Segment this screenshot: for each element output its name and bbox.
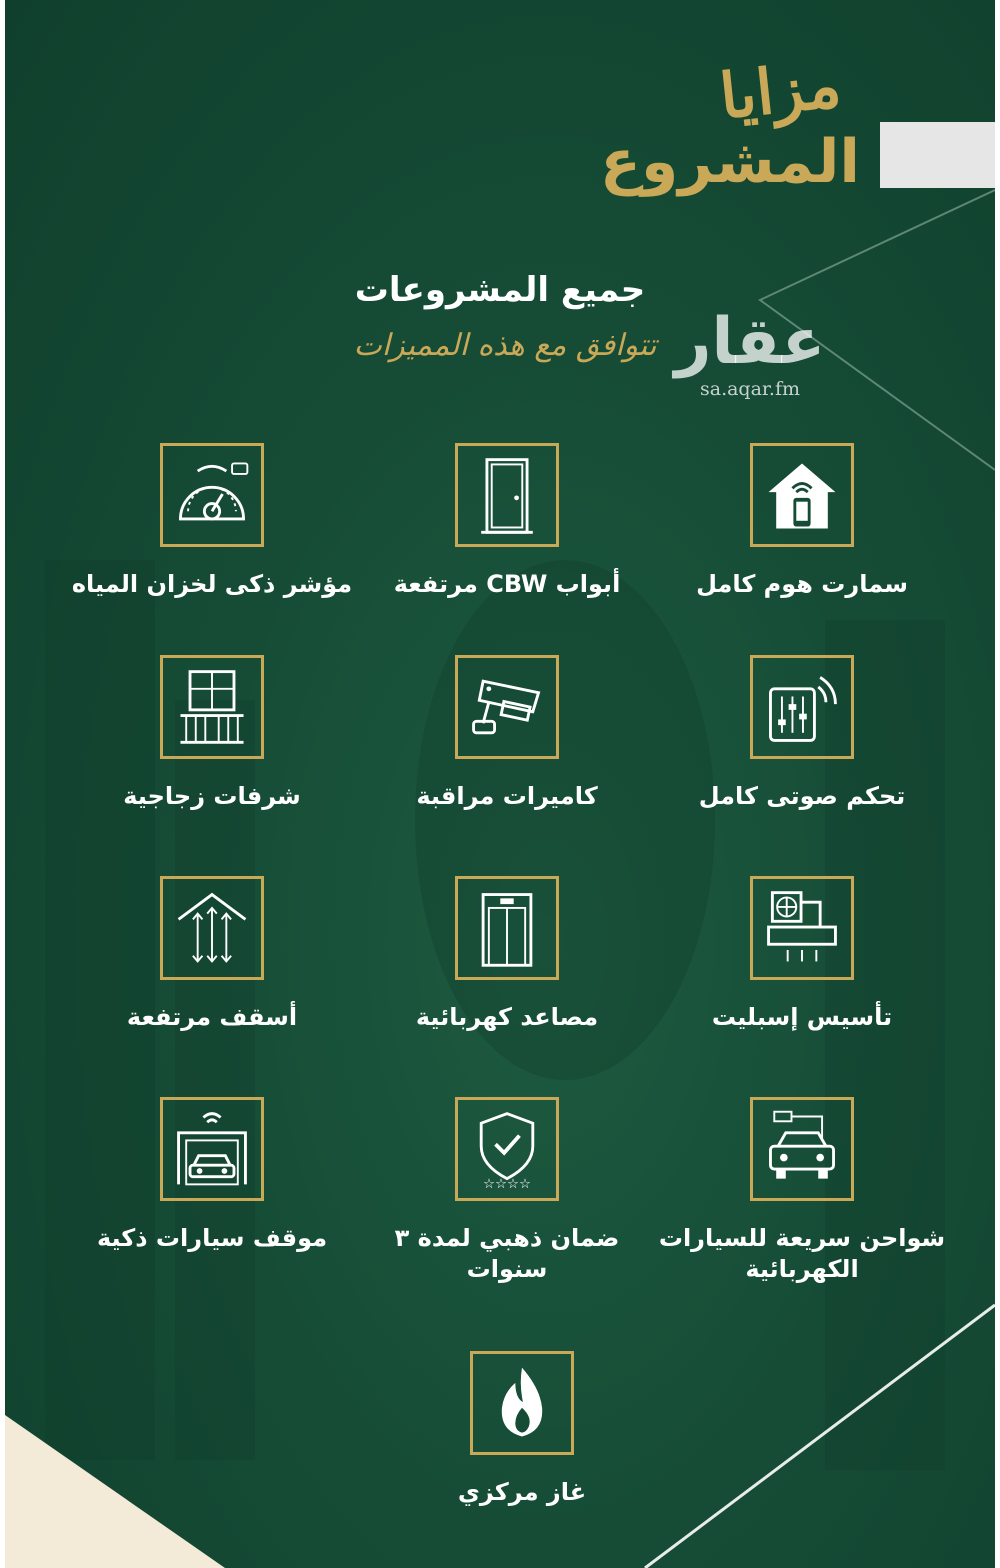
feature-icon-box (160, 443, 264, 547)
feature-split-ac (652, 876, 952, 1033)
high-ceiling-icon (169, 885, 255, 971)
feature-icon-box (455, 876, 559, 980)
feature-icon-box (160, 876, 264, 980)
smart-gauge-icon (169, 452, 255, 538)
feature-label: تحكم صوتى كامل (698, 782, 906, 810)
feature-label: شرفات زجاجية (123, 782, 301, 810)
smart-home-icon (759, 452, 845, 538)
feature-voice-control (652, 655, 952, 812)
feature-warranty (357, 1097, 657, 1285)
title-line-2: المشروع (600, 127, 860, 197)
elevator-icon (464, 885, 550, 971)
feature-icon-box (455, 655, 559, 759)
glass-balcony-icon (169, 664, 255, 750)
watermark-logo: عقار (674, 305, 826, 379)
subtitle: جميع المشروعات (354, 270, 646, 310)
door-icon (464, 452, 550, 538)
feature-icon-box (750, 876, 854, 980)
title-line-1: مزايا (716, 47, 845, 134)
feature-smart-home (652, 443, 952, 600)
svg-text:☆☆☆☆: ☆☆☆☆ (483, 1177, 531, 1192)
watermark (670, 305, 830, 400)
feature-label: غاز مركزي (457, 1478, 587, 1506)
feature-icon-box (750, 443, 854, 547)
feature-label: سمارت هوم كامل (696, 570, 908, 598)
feature-ev-chargers (652, 1097, 952, 1285)
feature-icon-box (470, 1351, 574, 1455)
feature-label: أسقف مرتفعة (126, 1003, 298, 1031)
feature-high-ceilings (62, 876, 362, 1033)
feature-icon-box (455, 443, 559, 547)
feature-balconies (62, 655, 362, 812)
feature-label: مصاعد كهربائية (415, 1003, 599, 1031)
security-camera-icon (464, 664, 550, 750)
project-title (590, 40, 910, 200)
feature-label: شواحن سريعة للسيارات الكهربائية (658, 1224, 946, 1284)
feature-icon-box (455, 1097, 559, 1201)
feature-label: ضمان ذهبي لمدة ٣ سنوات (394, 1224, 620, 1284)
feature-label: مؤشر ذكى لخزان المياه (71, 570, 353, 598)
feature-smart-parking (62, 1097, 362, 1254)
feature-central-gas (372, 1351, 672, 1508)
feature-doors (357, 443, 657, 600)
feature-elevators (357, 876, 657, 1033)
feature-icon-box (160, 1097, 264, 1201)
feature-water-gauge (62, 443, 362, 600)
split-ac-icon (759, 885, 845, 971)
feature-icon-box (750, 1097, 854, 1201)
feature-cameras (357, 655, 657, 812)
feature-label: موقف سيارات ذكية (96, 1224, 328, 1252)
feature-label: أبواب CBW مرتفعة (393, 570, 621, 598)
watermark-url: sa.aqar.fm (699, 378, 801, 400)
feature-icon-box (750, 655, 854, 759)
warranty-shield-icon (464, 1106, 550, 1192)
tagline: تتوافق مع هذه المميزات (353, 328, 657, 363)
feature-icon-box (160, 655, 264, 759)
smart-garage-icon (169, 1106, 255, 1192)
gas-flame-icon (479, 1360, 565, 1446)
feature-label: كاميرات مراقبة (416, 782, 598, 810)
control-panel-icon (759, 664, 845, 750)
ev-charger-icon (759, 1106, 845, 1192)
feature-label: تأسيس إسبليت (711, 1003, 893, 1031)
